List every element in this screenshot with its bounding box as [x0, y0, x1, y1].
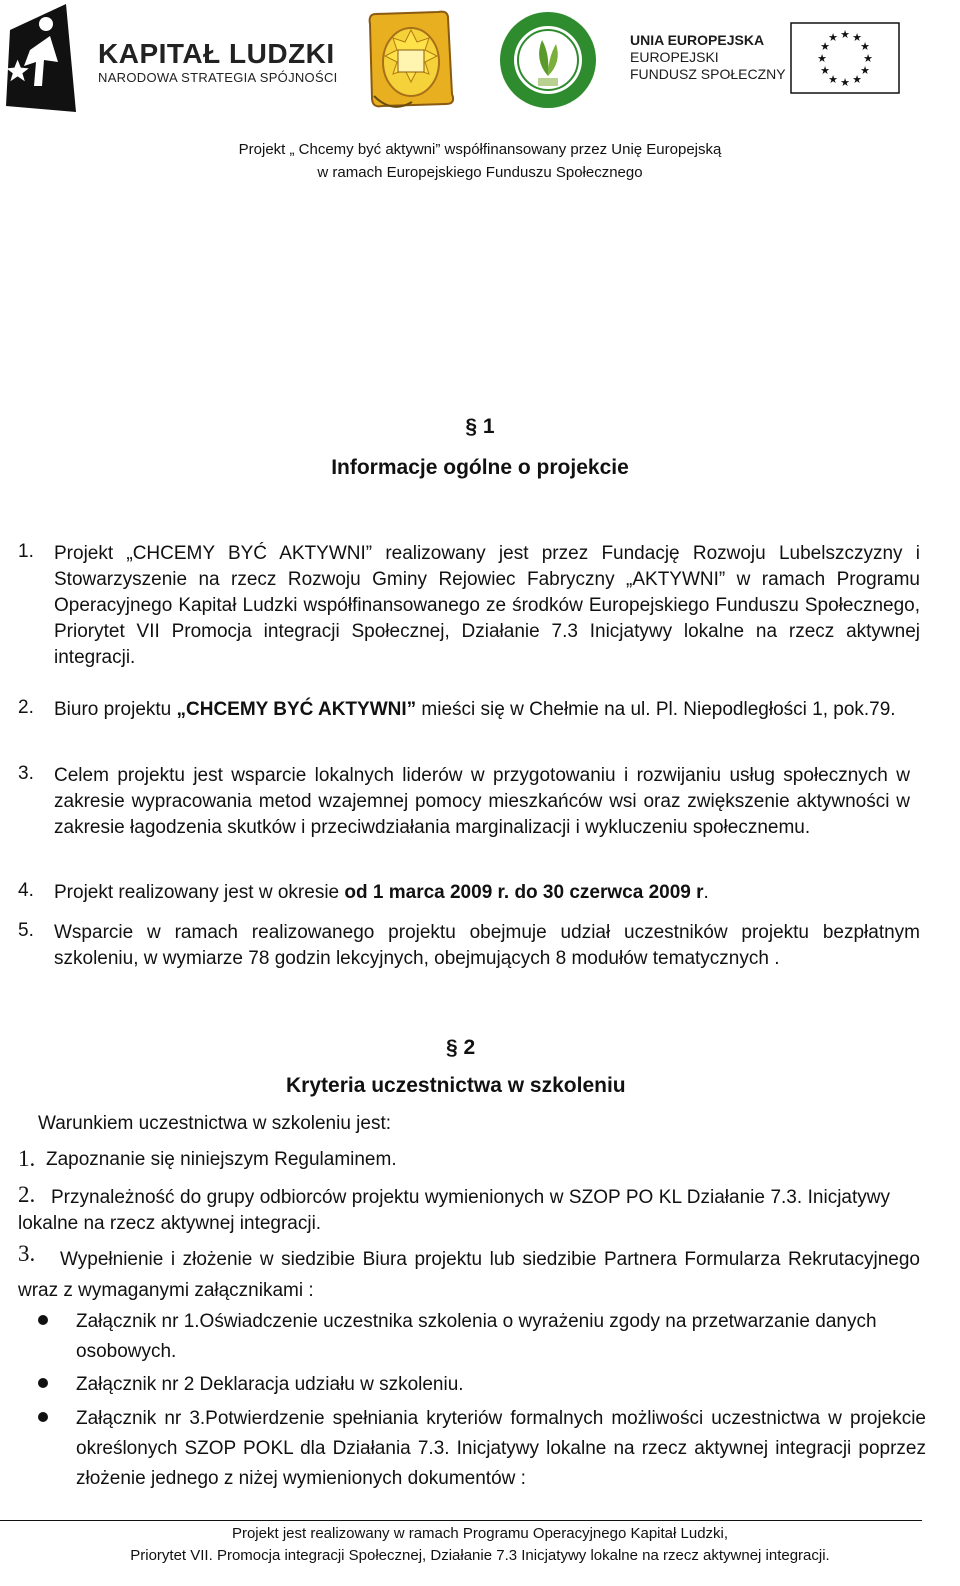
kapital-ludzki-logo-icon: [6, 2, 76, 112]
eu-flag-icon: [790, 22, 900, 94]
attachment-1: Załącznik nr 1.Oświadczenie uczestnika szkolenia o wyrażeniu zgody na przetwarzanie danych osobowych.: [76, 1311, 877, 1362]
svg-text:★: ★: [820, 40, 830, 53]
footer-line-1: Projekt jest realizowany w ramach Programu Operacyjnego Kapitał Ludzki,: [231, 1525, 729, 1542]
bullet-icon: [38, 1412, 48, 1422]
s2-item-1-number: 1.: [18, 1146, 36, 1171]
svg-text:★: ★: [840, 28, 850, 41]
eu-line-3: FUNDUSZ SPOŁECZNY: [630, 66, 786, 82]
svg-text:★: ★: [820, 64, 830, 77]
s2-item-2-number: 2.: [18, 1182, 36, 1207]
kl-logo-title: KAPITAŁ LUDZKI: [98, 38, 335, 69]
svg-text:★: ★: [860, 64, 870, 77]
stowarzyszenie-aktywni-logo-icon: [362, 6, 460, 114]
kl-logo-subtitle: NARODOWA STRATEGIA SPÓJNOŚCI: [98, 70, 338, 85]
svg-text:★: ★: [852, 73, 862, 86]
svg-text:★: ★: [863, 52, 873, 65]
s2-item-1-text: Zapoznanie się niniejszym Regulaminem.: [46, 1149, 397, 1170]
s1-item-4-text: [54, 880, 920, 906]
eu-line-1: UNIA EUROPEJSKA: [630, 32, 765, 48]
fundacja-rozwoju-lubelszczyzny-logo-icon: [498, 10, 598, 110]
section-1-title: Informacje ogólne o projekcie: [331, 456, 629, 479]
s1-item-1-number: 1.: [18, 541, 34, 562]
s1-item-5-text: Wsparcie w ramach realizowanego projektu obejmuje udział uczestników projektu bezpłatnym szkoleniu, w wymiarze 78 godzin lekcyjnych, obejmujących 8 modułów tematycznych .: [54, 922, 920, 969]
header-line-2: w ramach Europejskiego Funduszu Społecznego: [317, 164, 643, 181]
s1-item-2-after: mieści się w Chełmie na ul. Pl. Niepodległości 1, pok.79.: [416, 699, 896, 720]
eu-logo-text: [630, 32, 786, 83]
s1-item-1-text: [54, 541, 920, 671]
s1-item-4-bold: od 1 marca 2009 r. do 30 czerwca 2009 r: [344, 882, 704, 903]
s1-item-2-text: [54, 697, 920, 723]
section-2-symbol: § 2: [446, 1036, 476, 1059]
svg-text:★: ★: [860, 40, 870, 53]
s2-item-3-number: 3.: [18, 1241, 36, 1266]
s1-item-3-text: Celem projektu jest wsparcie lokalnych liderów w przygotowaniu i rozwijaniu usług społecznych w zakresie wypracowania metod wzajemnej pomocy mieszkańców wsi oraz zwiększenie aktywności w zakresie łagodzenia skutków i przeciwdziałania marginalizacji i wykluczeniu społecznemu.: [54, 765, 910, 838]
attachment-2: Załącznik nr 2 Deklaracja udziału w szkoleniu.: [76, 1374, 464, 1395]
svg-text:★: ★: [817, 52, 827, 65]
header-line-1: Projekt „ Chcemy być aktywni” współfinansowany przez Unię Europejską: [238, 141, 722, 158]
s1-item-4-after: .: [703, 882, 709, 903]
s1-item-4-number: 4.: [18, 880, 34, 901]
s2-item-2-text: Przynależność do grupy odbiorców projektu wymienionych w SZOP PO KL Działanie 7.3. Inicjatywy lokalne na rzecz aktywnej integracji.: [18, 1187, 890, 1234]
footer-divider: [0, 1520, 922, 1521]
svg-text:★: ★: [840, 76, 850, 89]
s1-item-2-bold: „CHCEMY BYĆ AKTYWNI”: [176, 699, 417, 720]
bullet-icon: [38, 1378, 48, 1388]
s1-item-2-before: Biuro projektu: [54, 699, 177, 720]
footer-line-2: Priorytet VII. Promocja integracji Społecznej, Działanie 7.3 Inicjatywy lokalne na rzecz aktywnej integracji.: [130, 1547, 830, 1564]
svg-text:★: ★: [852, 31, 862, 44]
s1-item-2-number: 2.: [18, 697, 34, 718]
s1-item-3-number: 3.: [18, 763, 34, 784]
s1-item-1-body: Projekt „CHCEMY BYĆ AKTYWNI” realizowany jest przez Fundację Rozwoju Lubelszczyzny i Stowarzyszenie na rzecz Rozwoju Gminy Rejowiec Fabryczny „AKTYWNI” w ramach Programu Operacyjnego Kapitał Ludzki współfinansowanego ze środków Europejskiego Funduszu Społecznego, Priorytet VII Promocja integracji Społecznej, Działanie 7.3 Inicjatywy lokalne na rzecz aktywnej integracji.: [54, 543, 920, 668]
eu-line-2: EUROPEJSKI: [630, 49, 719, 65]
bullet-icon: [38, 1315, 48, 1325]
svg-text:★: ★: [828, 31, 838, 44]
svg-text:★: ★: [828, 73, 838, 86]
s1-item-5-number: 5.: [18, 920, 34, 941]
s2-item-3-text: Wypełnienie i złożenie w siedzibie Biura projektu lub siedzibie Partnera Formularza Rekrutacyjnego wraz z wymaganymi załącznikami :: [18, 1249, 920, 1301]
section-2-title: Kryteria uczestnictwa w szkoleniu: [286, 1074, 626, 1097]
s2-intro: Warunkiem uczestnictwa w szkoleniu jest:: [38, 1113, 392, 1134]
attachment-3: Załącznik nr 3.Potwierdzenie spełniania kryteriów formalnych możliwości uczestnictwa w projekcie określonych SZOP POKL dla Działania 7.3. Inicjatywy lokalne na rzecz aktywnej integracji poprzez złożenie jednego z niżej wymienionych dokumentów :: [76, 1408, 926, 1489]
section-1-symbol: § 1: [465, 415, 495, 438]
s1-item-4-before: Projekt realizowany jest w okresie: [54, 882, 345, 903]
